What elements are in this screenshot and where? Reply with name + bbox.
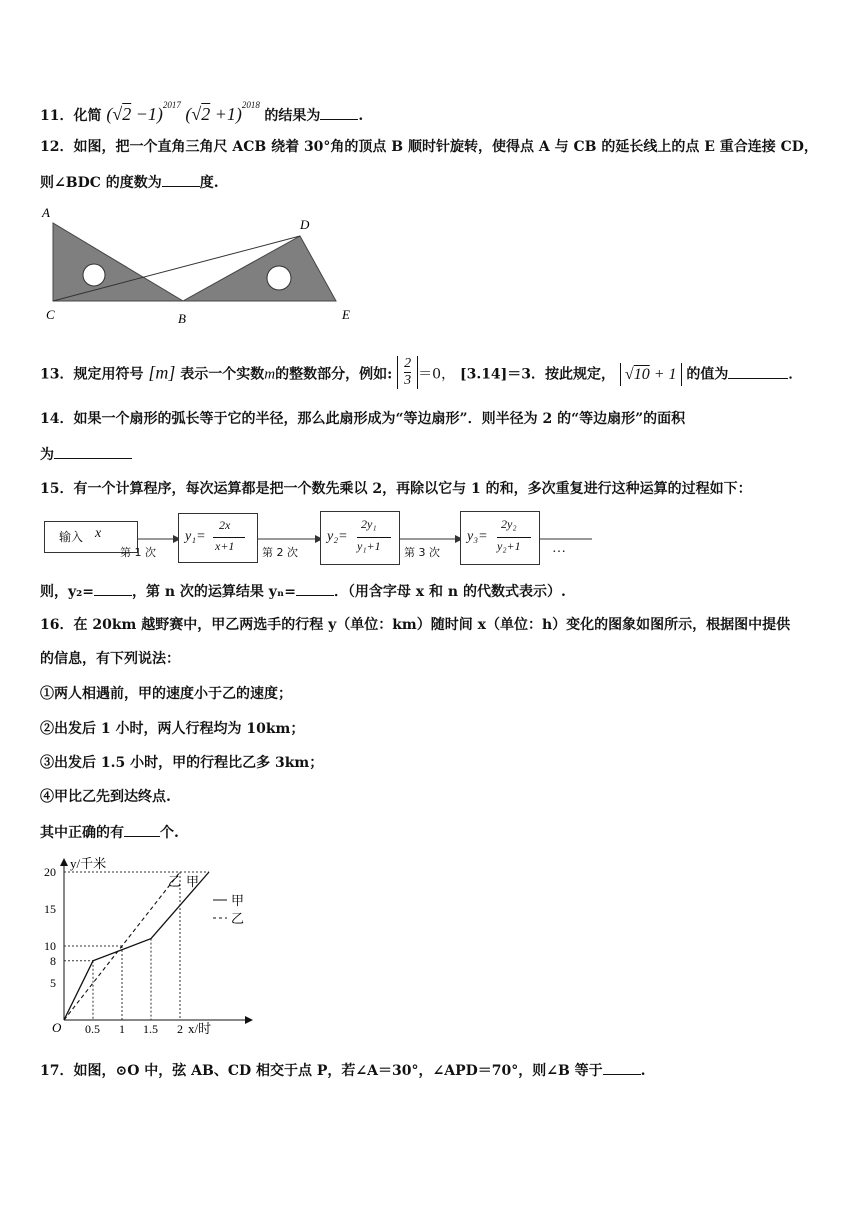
y2-den: y₁+1 bbox=[357, 539, 381, 553]
question-17 bbox=[40, 1060, 646, 1080]
q11-exp1: 2017 bbox=[162, 100, 181, 110]
x-axis-label: x/时 bbox=[188, 1021, 212, 1036]
flowchart bbox=[40, 507, 592, 571]
legend-label-1: 乙 bbox=[231, 911, 245, 926]
legend-label-0: 甲 bbox=[231, 893, 245, 908]
x-tick-label-0: 0.5 bbox=[85, 1022, 100, 1036]
q13-bracket-m: [m] bbox=[148, 362, 176, 383]
input-var: x bbox=[95, 526, 102, 541]
label-a: A bbox=[42, 205, 50, 220]
q11-expression: $(√2 -1)^{2017}$ $(√2 +1)^{2018}$ bbox=[106, 100, 260, 124]
y3-num: 2y₂ bbox=[501, 517, 517, 531]
q12-line2-b: 度. bbox=[199, 175, 219, 191]
q12-answer-blank[interactable] bbox=[162, 172, 200, 187]
q12-line2-a: 则∠BDC 的度数为 bbox=[40, 175, 162, 191]
y3-lhs: y₃= bbox=[467, 529, 488, 544]
x-tick-label-2: 1.5 bbox=[143, 1022, 158, 1036]
step3-label: 第 3 次 bbox=[404, 546, 440, 559]
y-tick-label-2: 10 bbox=[44, 939, 56, 953]
y1-num: 2x bbox=[219, 518, 231, 532]
q14-line1: 14．如果一个扇形的弧长等于它的半径，那么此扇形成为“等边扇形”．则半径为 2 的“等边扇形”的面积 bbox=[40, 411, 686, 427]
end-label-yi: 乙 bbox=[168, 874, 182, 889]
y-tick-label-3: 15 bbox=[44, 902, 56, 916]
question-16-ask bbox=[40, 822, 179, 842]
flow-ellipsis: … bbox=[552, 541, 566, 556]
y-tick-label-1: 8 bbox=[50, 953, 56, 968]
q13-end: ． bbox=[788, 366, 803, 383]
x-tick-label-1: 1 bbox=[119, 1022, 125, 1036]
q16-ask-a: 其中正确的有 bbox=[40, 825, 124, 841]
q11-exp2: 2018 bbox=[241, 100, 260, 110]
x-tick-label-3: 2 bbox=[177, 1022, 183, 1036]
q16-line1: 16．在 20km 越野赛中，甲乙两选手的行程 y（单位：km）随时间 x（单位：h）变化的图象如图所示，根据图中提供 bbox=[40, 617, 791, 633]
q13-frac-num: 2 bbox=[404, 356, 412, 371]
q12-line1: 12．如图，把一个直角三角尺 ACB 绕着 30°角的顶点 B 顺时针旋转，使得点 A 与 CB 的延长线上的点 E 重合连接 CD， bbox=[40, 139, 818, 155]
q16-answer-blank[interactable] bbox=[124, 822, 160, 837]
q13-m: m bbox=[155, 362, 169, 383]
q13-f: 的值为 bbox=[686, 366, 729, 383]
q15-line2-b: ，第 n 次的运算结果 yₙ= bbox=[132, 584, 296, 600]
triangle-figure bbox=[38, 203, 368, 328]
question-15-line2 bbox=[40, 581, 566, 601]
q13-sqrt-arg: 10 bbox=[633, 365, 650, 383]
q13-a: 13．规定用符号 bbox=[40, 366, 144, 383]
y-tick-label-0: 5 bbox=[50, 976, 56, 990]
y1-den: x+1 bbox=[215, 539, 235, 553]
y1-lhs: y₁= bbox=[185, 529, 206, 544]
y2-num: 2y₁ bbox=[361, 517, 377, 531]
q13-plus1: + 1 bbox=[653, 365, 677, 383]
q14-answer-blank[interactable] bbox=[54, 444, 132, 459]
q17-answer-blank[interactable] bbox=[603, 1060, 641, 1075]
y-axis-arrow bbox=[60, 858, 68, 866]
q13-answer-blank[interactable] bbox=[728, 364, 788, 379]
question-14-line2 bbox=[40, 444, 132, 464]
q15-answer-blank-2[interactable] bbox=[296, 581, 334, 596]
label-c: C bbox=[46, 307, 55, 322]
step1-box bbox=[178, 513, 258, 563]
q13-d: ＝0， bbox=[418, 366, 456, 383]
q13-c: 的整数部分，例如: bbox=[275, 366, 393, 383]
q16-line2: 的信息，有下列说法： bbox=[40, 651, 180, 667]
q13-e: [3.14]＝3．按此规定， bbox=[459, 366, 616, 383]
y2-lhs: y₂= bbox=[327, 529, 348, 544]
triangle-dbe bbox=[183, 236, 336, 301]
q15-line2-c: ．（用含字母 x 和 n 的代数式表示）. bbox=[333, 584, 566, 600]
y-axis-label: y/千米 bbox=[70, 856, 107, 871]
end-label-jia: 甲 bbox=[186, 874, 200, 889]
q16-ask-b: 个. bbox=[160, 825, 179, 841]
q11-answer-blank[interactable] bbox=[320, 105, 358, 120]
question-13 bbox=[40, 358, 802, 391]
step2-label: 第 2 次 bbox=[262, 546, 298, 559]
q16-statement-1: ①两人相遇前，甲的速度小于乙的速度； bbox=[40, 686, 292, 702]
q13-b: 表示一个实数 bbox=[180, 366, 265, 383]
triangle-acb bbox=[53, 223, 183, 301]
q15-line2-a: 则，y₂= bbox=[40, 584, 94, 600]
q11-number: 11． bbox=[40, 108, 74, 124]
q17-text-a: 17．如图，⊙O 中，弦 AB、CD 相交于点 P，若∠A＝30°，∠APD＝70°，则∠B 等于 bbox=[40, 1063, 603, 1079]
step2-box bbox=[320, 511, 400, 565]
q17-text-b: . bbox=[640, 1063, 646, 1079]
q13-m2: m bbox=[264, 366, 276, 383]
hole-left bbox=[83, 264, 105, 286]
origin-label: O bbox=[52, 1020, 62, 1035]
q13-frac-den: 3 bbox=[404, 373, 412, 388]
q14-line2: 为 bbox=[40, 447, 54, 463]
distance-time-chart bbox=[30, 852, 260, 1042]
hole-right bbox=[267, 266, 291, 290]
q13-sqrt-expression: √10 + 1 bbox=[620, 363, 682, 386]
q16-statement-2: ②出发后 1 小时，两人行程均为 10km； bbox=[40, 721, 305, 737]
input-label: 输入 bbox=[59, 530, 84, 544]
label-e: E bbox=[342, 307, 350, 322]
q11-prefix: 化简 bbox=[73, 108, 102, 124]
label-b: B bbox=[178, 311, 186, 326]
q16-statement-3: ③出发后 1.5 小时，甲的行程比乙多 3km； bbox=[40, 755, 324, 771]
q16-statement-4: ④甲比乙先到达终点. bbox=[40, 789, 171, 805]
label-d: D bbox=[300, 217, 310, 232]
q15-answer-blank-1[interactable] bbox=[94, 581, 132, 596]
y-tick-label-4: 20 bbox=[44, 865, 56, 879]
y3-den: y₂+1 bbox=[497, 539, 521, 553]
question-12-line2 bbox=[40, 172, 219, 192]
q11-end: . bbox=[358, 108, 364, 124]
x-axis-arrow bbox=[245, 1016, 253, 1024]
q13-fraction-example bbox=[397, 356, 418, 389]
step1-label: 第 1 次 bbox=[120, 546, 156, 559]
q15-line1: 15．有一个计算程序，每次运算都是把一个数先乘以 2，再除以它与 1 的和，多次重复进行这种运算的过程如下： bbox=[40, 481, 752, 497]
q11-suffix: 的结果为 bbox=[264, 108, 321, 124]
question-11 bbox=[40, 96, 363, 125]
step3-box bbox=[460, 511, 540, 565]
